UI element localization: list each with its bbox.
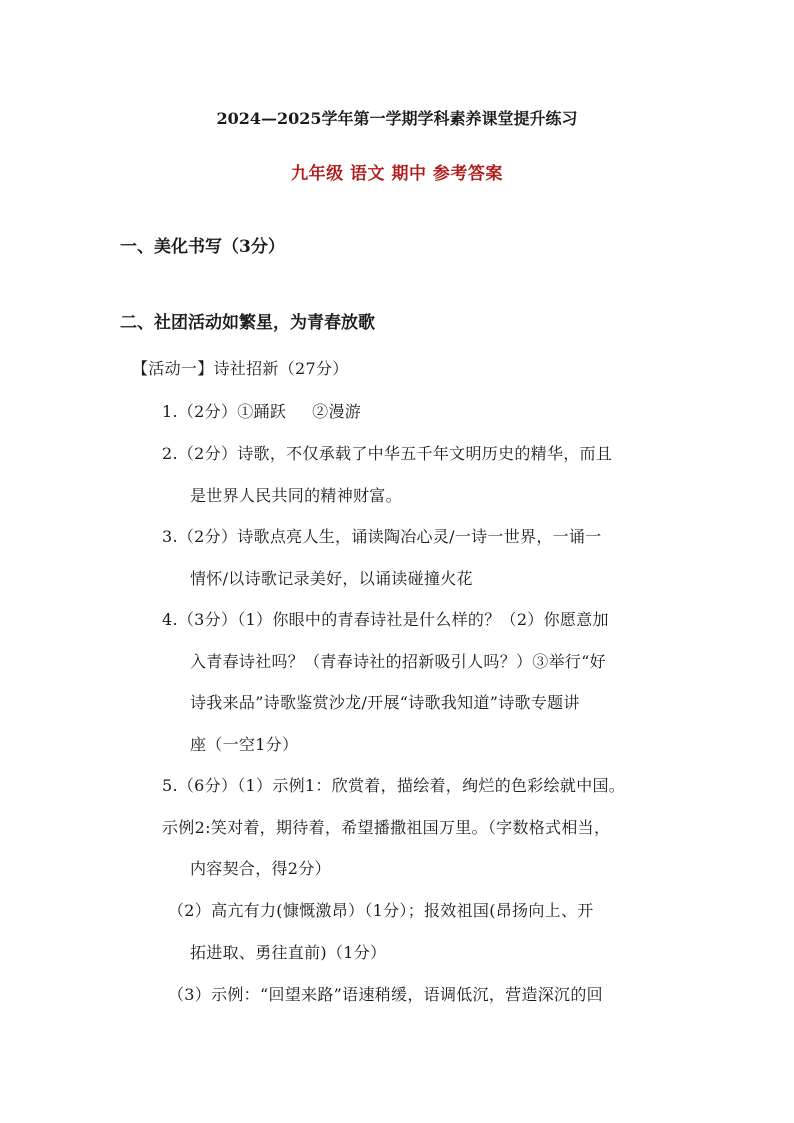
answer-line: 入青春诗社吗？（青春诗社的招新吸引人吗？）③举行“好	[190, 652, 606, 671]
section-heading-2: 二、社团活动如繁星，为青春放歌	[120, 313, 375, 333]
answer-line: 2.（2分）诗歌，不仅承载了中华五千年文明历史的精华，而且	[162, 444, 613, 463]
answer-q1-part-a: 1.（2分）①踊跃	[162, 402, 287, 421]
answer-line: （3）示例：“回望来路”语速稍缓，语调低沉，营造深沉的回	[168, 985, 603, 1004]
answer-q1-part-b: ②漫游	[312, 402, 362, 421]
answer-line: 座（一空1分）	[190, 735, 299, 754]
answer-line: 3.（2分）诗歌点亮人生，诵读陶冶心灵/一诗一世界，一诵一	[162, 527, 602, 546]
activity-heading: 【活动一】诗社招新（27分）	[132, 359, 349, 378]
page-title: 2024—2025学年第一学期学科素养课堂提升练习	[216, 109, 578, 128]
answer-line	[162, 402, 361, 422]
answer-line: 内容契合，得2分）	[190, 859, 331, 878]
answer-line: （2）高亢有力(慷慨激昂）（1分）；报效祖国(昂扬向上、开	[168, 901, 594, 920]
answer-line: 示例2:笑对着，期待着，希望播撒祖国万里。（字数格式相当，	[162, 818, 611, 837]
answer-line: 拓进取、勇往直前)（1分）	[190, 943, 387, 962]
answer-line: 诗我来品”诗歌鉴赏沙龙/开展“诗歌我知道”诗歌专题讲	[190, 693, 580, 712]
answer-line: 情怀/以诗歌记录美好，以诵读碰撞火花	[190, 569, 473, 588]
answer-line: 4.（3分）（1）你眼中的青春诗社是什么样的？（2）你愿意加	[162, 610, 609, 629]
answer-line: 是世界人民共同的精神财富。	[190, 486, 402, 505]
answer-line: 5.（6分）（1）示例1：欣赏着，描绘着，绚烂的色彩绘就中国。	[162, 776, 626, 795]
page-subtitle: 九年级 语文 期中 参考答案	[291, 164, 503, 184]
section-heading-1: 一、美化书写（3分）	[120, 237, 285, 257]
